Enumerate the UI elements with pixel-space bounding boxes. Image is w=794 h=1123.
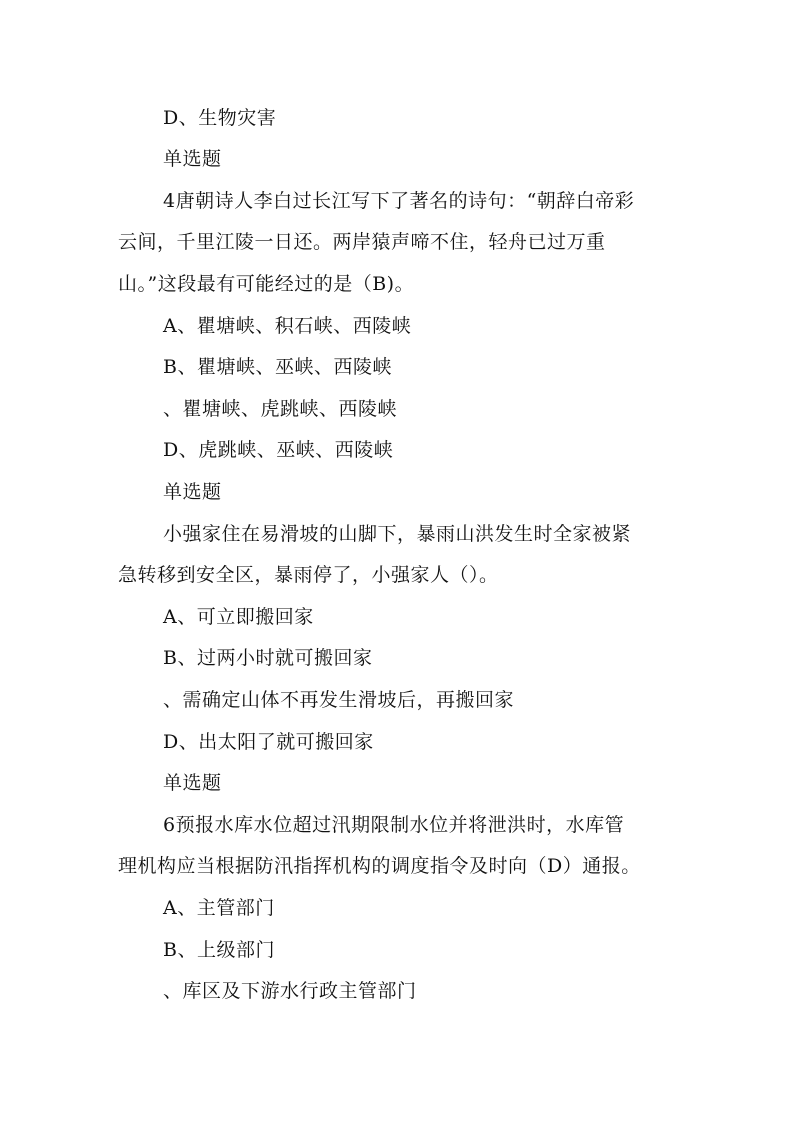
option-d-q3: D、生物灾害 — [163, 107, 277, 129]
option-c-q5: 、需确定山体不再发生滑坡后，再搬回家 — [163, 689, 515, 711]
question-6-line-2: 理机构应当根据防汛指挥机构的调度指令及时向（D）通报。 — [118, 855, 641, 877]
option-c-q6: 、库区及下游水行政主管部门 — [163, 980, 417, 1002]
option-a-q5: A、可立即搬回家 — [163, 606, 314, 628]
option-b-q6: B、上级部门 — [163, 939, 275, 961]
question-type-label: 单选题 — [163, 772, 222, 794]
question-type-label: 单选题 — [163, 481, 222, 503]
question-6-line-1: 6预报水库水位超过汛期限制水位并将泄洪时，水库管 — [163, 814, 625, 836]
option-b-q4: B、瞿塘峡、巫峡、西陵峡 — [163, 356, 392, 378]
question-5-line-1: 小强家住在易滑坡的山脚下，暴雨山洪发生时全家被紧 — [163, 523, 632, 545]
question-4-line-1: 4唐朝诗人李白过长江写下了著名的诗句：“朝辞白帝彩 — [163, 190, 635, 212]
option-a-q6: A、主管部门 — [163, 897, 275, 919]
option-b-q5: B、过两小时就可搬回家 — [163, 647, 373, 669]
question-4-line-3: 山。”这段最有可能经过的是（B)。 — [118, 273, 415, 295]
option-a-q4: A、瞿塘峡、积石峡、西陵峡 — [163, 315, 412, 337]
option-c-q4: 、瞿塘峡、虎跳峡、西陵峡 — [163, 398, 398, 420]
question-4-line-2: 云间，千里江陵一日还。两岸猿声啼不住，轻舟已过万重 — [118, 231, 606, 253]
question-5-line-2: 急转移到安全区，暴雨停了，小强家人（）。 — [118, 564, 499, 586]
question-type-label: 单选题 — [163, 148, 222, 170]
option-d-q4: D、虎跳峡、巫峡、西陵峡 — [163, 439, 394, 461]
option-d-q5: D、出太阳了就可搬回家 — [163, 731, 374, 753]
